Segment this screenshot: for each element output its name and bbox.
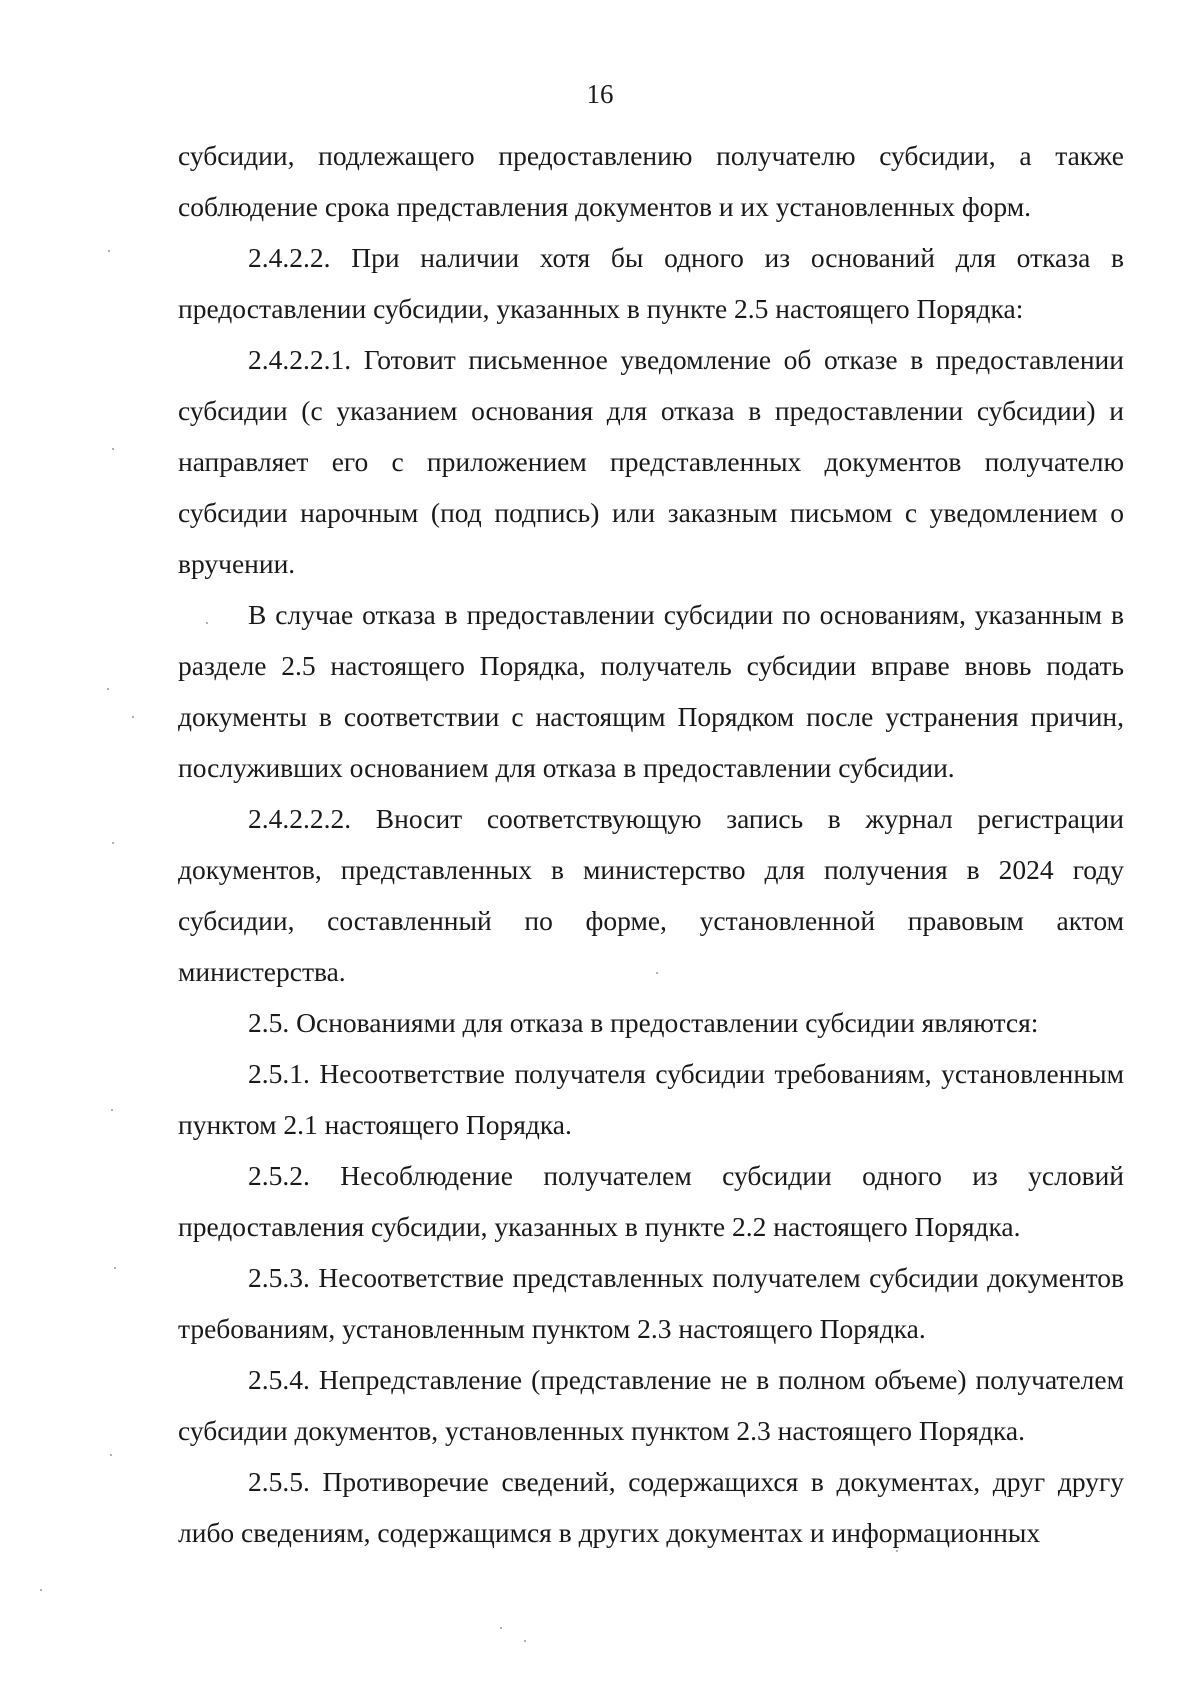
- scan-speck: [132, 716, 134, 718]
- scan-speck: [656, 972, 658, 974]
- paragraph-2-4-2-2-2: 2.4.2.2.2. Вносит соответствующую запись в журнал регистрации документов, представленных в министерство для получения в 2024 году субсидии, составленный по форме, установленной правовым актом министерства.: [178, 803, 1124, 987]
- scan-speck: [206, 622, 208, 624]
- paragraph-2-4-2-2-1: 2.4.2.2.1. Готовит письменное уведомление об отказе в предоставлении субсидии (с указанием основания для отказа в предоставлении субсидии) и направляет его с приложением представленных документов получателю субсидии нарочным (под подпись) или заказным письмом с уведомлением о вручении.: [178, 344, 1124, 579]
- paragraph-2-5: 2.5. Основаниями для отказа в предоставлении субсидии являются:: [248, 1007, 1039, 1038]
- scan-speck: [110, 1454, 112, 1456]
- scan-speck: [112, 842, 114, 844]
- scan-speck: [108, 250, 110, 252]
- scan-speck: [40, 1589, 42, 1591]
- scan-speck: [107, 688, 109, 690]
- scan-speck: [896, 1550, 898, 1552]
- scan-speck: [500, 1627, 502, 1629]
- paragraph-2-5-5: 2.5.5. Противоречие сведений, содержащихся в документах, друг другу либо сведениям, содержащимся в других документах и информационных: [178, 1466, 1124, 1548]
- page-number: 16: [586, 79, 614, 109]
- document-body: [178, 130, 1124, 1558]
- paragraph-2-5-1: 2.5.1. Несоответствие получателя субсидии требованиям, установленным пунктом 2.1 настоящего Порядка.: [178, 1058, 1124, 1140]
- scan-speck: [111, 1109, 113, 1111]
- paragraph-2-5-2: 2.5.2. Несоблюдение получателем субсидии одного из условий предоставления субсидии, указанных в пункте 2.2 настоящего Порядка.: [178, 1160, 1124, 1242]
- paragraph-refusal-note: В случае отказа в предоставлении субсидии по основаниям, указанным в разделе 2.5 настоящего Порядка, получатель субсидии вправе вновь подать документы в соответствии с настоящим Порядком после устранения причин, послуживших основанием для отказа в предоставлении субсидии.: [178, 599, 1124, 783]
- scan-speck: [112, 448, 114, 450]
- paragraph-2-5-3: 2.5.3. Несоответствие представленных получателем субсидии документов требованиям, установленным пунктом 2.3 настоящего Порядка.: [178, 1262, 1124, 1344]
- scan-speck: [114, 1267, 116, 1269]
- scan-speck: [524, 1640, 526, 1642]
- paragraph-continuation: субсидии, подлежащего предоставлению получателю субсидии, а также соблюдение срока представления документов и их установленных форм.: [178, 140, 1124, 222]
- paragraph-2-4-2-2: 2.4.2.2. При наличии хотя бы одного из оснований для отказа в предоставлении субсидии, указанных в пункте 2.5 настоящего Порядка:: [178, 242, 1124, 324]
- paragraph-2-5-4: 2.5.4. Непредставление (представление не в полном объеме) получателем субсидии документов, установленных пунктом 2.3 настоящего Порядка.: [178, 1364, 1124, 1446]
